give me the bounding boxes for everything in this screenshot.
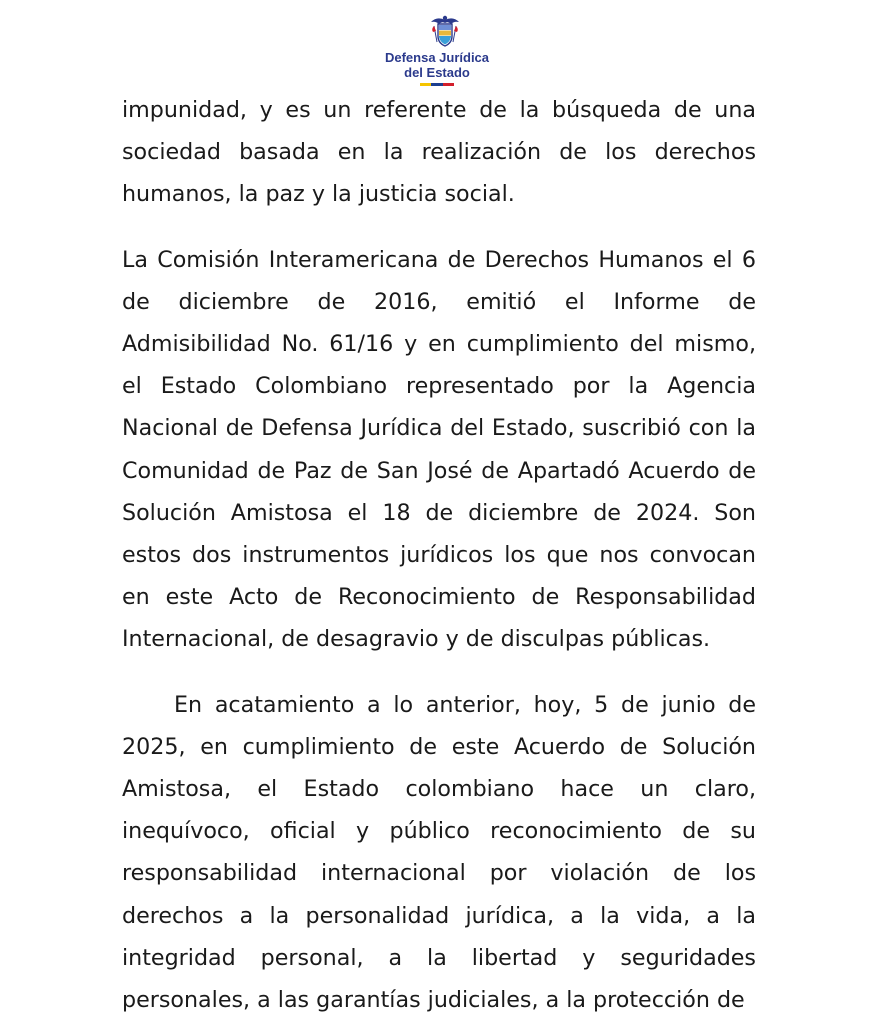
paragraph: En acatamiento a lo anterior, hoy, 5 de junio de 2025, en cumplimiento de este Acuerdo de Solución Amistosa, el Estado colombiano hace un claro, inequívoco, oficial y público reconocimiento de su responsabilidad internacional por violación de los derechos a la personalidad jurídica, a la vida, a la integridad personal, a la libertad y seguridades personales, a las garantías judiciales, a la protección de xyxy=(122,691,756,1014)
flag-stripe-red xyxy=(443,83,454,86)
logo-title: Defensa Jurídica xyxy=(384,50,490,65)
document-body xyxy=(122,89,756,1021)
coat-of-arms-icon xyxy=(427,12,463,50)
paragraph: impunidad, y es un referente de la búsqueda de una sociedad basada en la realización de los derechos humanos, la paz y la justicia social. xyxy=(122,97,756,208)
flag-color-bar xyxy=(420,83,454,86)
flag-stripe-blue xyxy=(431,83,442,86)
flag-stripe-yellow xyxy=(420,83,431,86)
paragraph: La Comisión Interamericana de Derechos Humanos el 6 de diciembre de 2016, emitió el Informe de Admisibilidad No. 61/16 y en cumplimiento del mismo, el Estado Colombiano representado por la Agencia Nacional de Defensa Jurídica del Estado, suscribió con la Comunidad de Paz de San José de Apartadó Acuerdo de Solución Amistosa el 18 de diciembre de 2024. Son estos dos instrumentos jurídicos los que nos convocan en este Acto de Reconocimiento de Responsabilidad Internacional, de desagravio y de disculpas públicas. xyxy=(122,246,756,653)
page-header xyxy=(0,12,874,92)
logo-subtitle: del Estado xyxy=(404,65,470,80)
